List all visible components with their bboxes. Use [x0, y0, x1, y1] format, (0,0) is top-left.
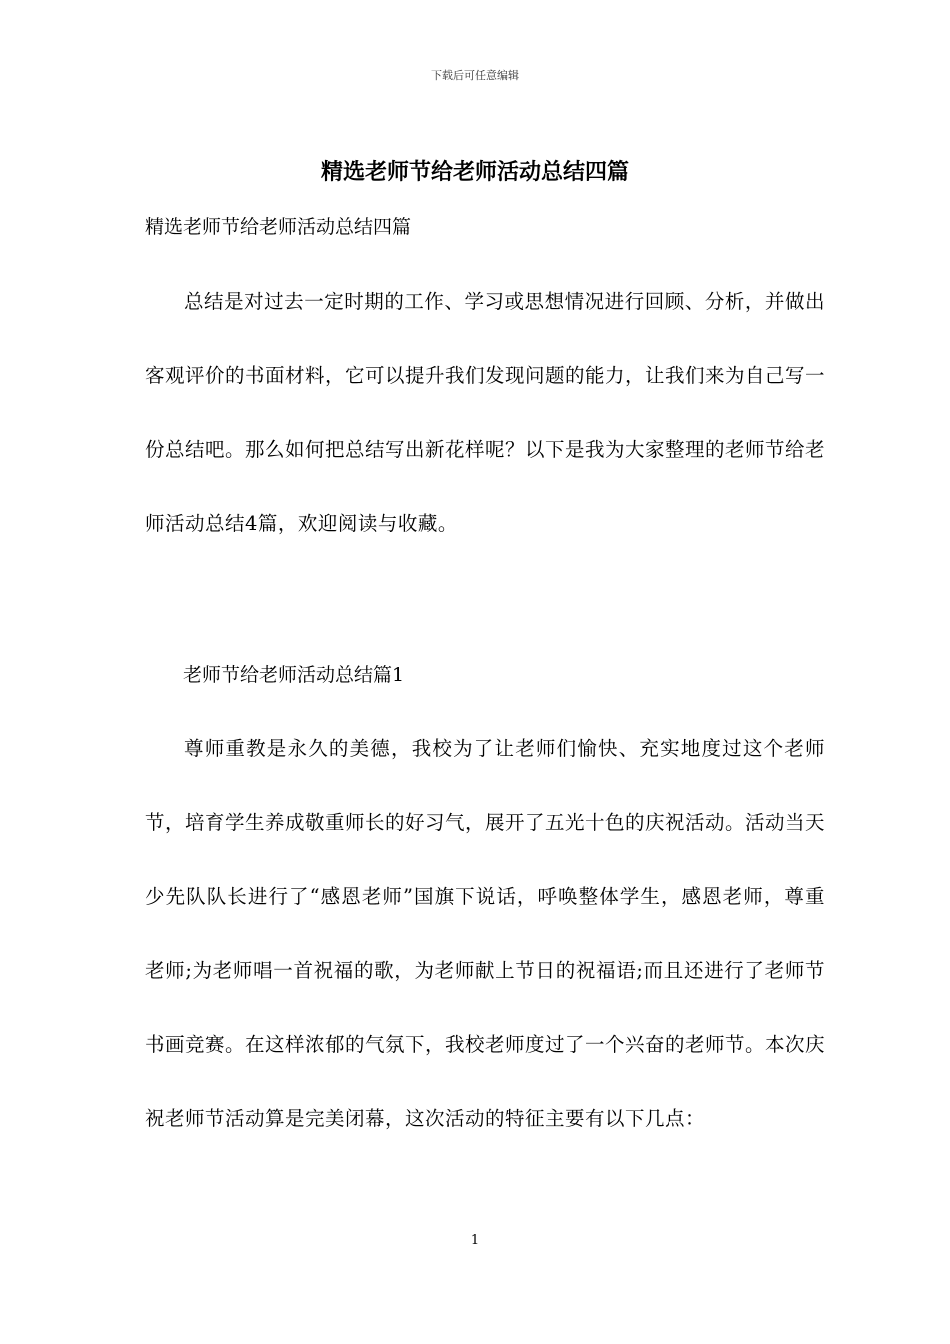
document-title: 精选老师节给老师活动总结四篇: [320, 159, 629, 185]
page-number: 1: [470, 1233, 480, 1248]
section-heading-1: 老师节给老师活动总结篇1: [183, 664, 405, 686]
header-note: 下载后可任意编辑: [431, 69, 519, 82]
intro-paragraph: 总结是对过去一定时期的工作、学习或思想情况进行回顾、分析，并做出客观评价的书面材料，它可以提升我们发现问题的能力，让我们来为自己写一份总结吧。那么如何把总结写出新花样呢？以下是我为大家整理的老师节给老师活动总结4篇，欢迎阅读与收藏。: [145, 290, 826, 535]
section-1-paragraph: 尊师重教是永久的美德，我校为了让老师们愉快、充实地度过这个老师节，培育学生养成敬重师长的好习气，展开了五光十色的庆祝活动。活动当天少先队队长进行了“感恩老师”国旗下说话，呼唤整体学生，感恩老师，尊重老师;为老师唱一首祝福的歌，为老师献上节日的祝福语;而且还进行了老师节书画竞赛。在这样浓郁的气氛下，我校老师度过了一个兴奋的老师节。本次庆祝老师节活动算是完美闭幕，这次活动的特征主要有以下几点：: [145, 737, 826, 1130]
document-subtitle: 精选老师节给老师活动总结四篇: [145, 216, 412, 238]
